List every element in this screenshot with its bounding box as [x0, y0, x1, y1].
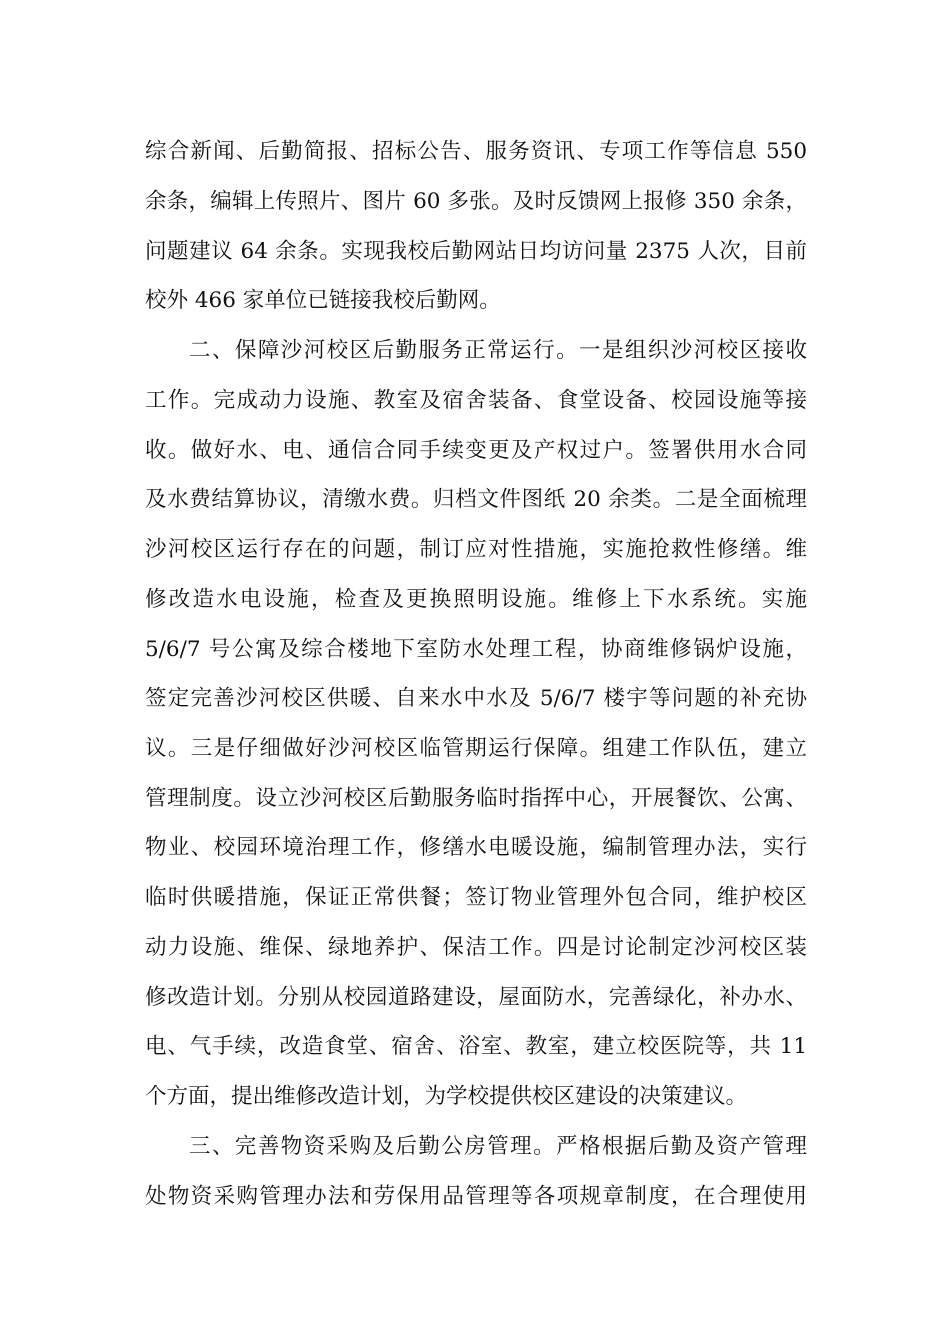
text-line: 余条，编辑上传照片、图片 60 多张。及时反馈网上报修 350 余条， — [145, 189, 807, 214]
text-line: 个方面，提出维修改造计划，为学校提供校区建设的决策建议。 — [145, 1084, 748, 1109]
text-line: 动力设施、维保、绿地养护、保洁工作。四是讨论制定沙河校区装 — [145, 935, 807, 960]
text-line: 问题建议 64 余条。实现我校后勤网站日均访问量 2375 人次，目前 — [145, 239, 807, 264]
text-line: 综合新闻、后勤简报、招标公告、服务资讯、专项工作等信息 550 — [145, 139, 807, 164]
text-line: 校外 466 家单位已链接我校后勤网。 — [145, 288, 501, 313]
text-line: 沙河校区运行存在的问题，制订应对性措施，实施抢救性修缮。维 — [145, 537, 807, 562]
text-line: 管理制度。设立沙河校区后勤服务临时指挥中心，开展餐饮、公寓、 — [145, 786, 807, 811]
text-line: 修改造水电设施，检查及更换照明设施。维修上下水系统。实施 — [145, 587, 807, 612]
text-line: 处物资采购管理办法和劳保用品管理等各项规章制度，在合理使用 — [145, 1184, 807, 1209]
text-line: 5/6/7 号公寓及综合楼地下室防水处理工程，协商维修锅炉设施， — [145, 637, 807, 662]
text-line: 物业、校园环境治理工作，修缮水电暖设施，编制管理办法，实行 — [145, 835, 807, 860]
text-line: 临时供暖措施，保证正常供餐；签订物业管理外包合同，维护校区 — [145, 885, 807, 910]
text-line: 电、气手续，改造食堂、宿舍、浴室、教室，建立校医院等，共 11 — [145, 1034, 807, 1059]
paragraph-3-first-line: 三、完善物资采购及后勤公房管理。严格根据后勤及资产管理 — [189, 1134, 807, 1159]
text-line: 议。三是仔细做好沙河校区临管期运行保障。组建工作队伍，建立 — [145, 736, 807, 761]
text-line: 修改造计划。分别从校园道路建设，屋面防水，完善绿化，补办水、 — [145, 985, 807, 1010]
text-line: 及水费结算协议，清缴水费。归档文件图纸 20 余类。二是全面梳理 — [145, 487, 807, 512]
paragraph-2-first-line: 二、保障沙河校区后勤服务正常运行。一是组织沙河校区接收 — [189, 338, 807, 363]
text-line: 签定完善沙河校区供暖、自来水中水及 5/6/7 楼宇等问题的补充协 — [145, 686, 807, 711]
text-line: 工作。完成动力设施、教室及宿舍装备、食堂设备、校园设施等接 — [145, 388, 807, 413]
text-line: 收。做好水、电、通信合同手续变更及产权过户。签署供用水合同 — [145, 438, 807, 463]
